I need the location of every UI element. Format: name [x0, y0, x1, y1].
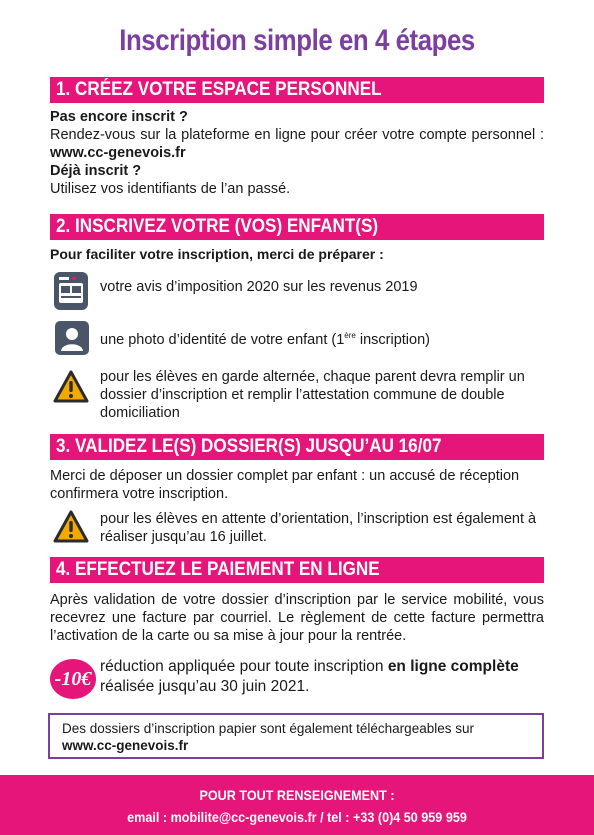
step1-question-existing: Déjà inscrit ? [50, 163, 142, 179]
warning-icon [53, 510, 89, 544]
footer-contact[interactable]: email : mobilite@cc-genevois.fr / tel : +33 (0)4 50 959 959 [127, 809, 467, 825]
step2-item-photo [100, 327, 544, 349]
step3-heading: 3. VALIDEZ LE(S) DOSSIER(S) JUSQU’AU 16/07 [56, 436, 442, 457]
step3-warning: pour les élèves en attente d’orientation, l’inscription est également à réaliser jusqu’au 16 juillet. [100, 511, 537, 545]
step4-promo-c: réalisée jusqu’au 30 juin 2021. [100, 678, 310, 695]
footer-heading: POUR TOUT RENSEIGNEMENT : [199, 787, 395, 803]
step4-banner [50, 557, 544, 583]
step3-banner [50, 434, 544, 460]
step4-heading: 4. EFFECTUEZ LE PAIEMENT EN LIGNE [56, 559, 380, 580]
tax-document-icon [53, 271, 89, 311]
step4-text: Après validation de votre dossier d’inscription par le service mobilité, vous recevrez une facture par courriel. Le règlement de cette facture permettra l’activation de la carte ou sa mise à jour pour la rentrée. [50, 592, 544, 644]
page-title: Inscription simple en 4 étapes [119, 24, 475, 57]
paper-forms-note [48, 713, 544, 759]
discount-badge: -10€ [50, 659, 96, 699]
step3-text: Merci de déposer un dossier complet par enfant : un accusé de réception confirmera votre inscription. [50, 468, 520, 502]
step1-text-existing: Utilisez vos identifiants de l’an passé. [50, 181, 291, 197]
step1-heading: 1. CRÉEZ VOTRE ESPACE PERSONNEL [56, 79, 382, 100]
step2-heading: 2. INSCRIVEZ VOTRE (VOS) ENFANT(S) [56, 216, 379, 237]
step4-promo-b: en ligne complète [387, 658, 519, 675]
step2-item-photo-b: inscription) [355, 331, 430, 348]
step2-intro: Pour faciliter votre inscription, merci de préparer : [50, 246, 384, 262]
step2-item-tax: votre avis d’imposition 2020 sur les revenus 2019 [100, 279, 418, 295]
warning-icon [53, 370, 89, 404]
step4-promo-a: réduction appliquée pour toute inscription [100, 658, 388, 675]
note-url[interactable]: www.cc-genevois.fr [62, 738, 189, 753]
step2-item-photo-sup: ère [344, 331, 356, 340]
step2-item-photo-a: une photo d’identité de votre enfant (1 [100, 331, 345, 348]
step1-banner [50, 77, 544, 103]
step2-item-alternate-custody: pour les élèves en garde alternée, chaque parent devra remplir un dossier d’inscription et remplir l’attestation commune de double domiciliation [100, 369, 525, 421]
note-text: Des dossiers d’inscription papier sont également téléchargeables sur [62, 721, 474, 736]
contact-footer [0, 775, 594, 835]
id-photo-icon [54, 320, 90, 356]
step1-text [50, 126, 544, 162]
step1-text-a: Rendez-vous sur la plateforme en ligne pour créer votre compte personnel : [50, 127, 544, 143]
step1-question-new: Pas encore inscrit ? [50, 109, 188, 125]
step1-url[interactable]: www.cc-genevois.fr [50, 145, 186, 161]
step4-promo [100, 657, 544, 697]
step2-banner [50, 214, 544, 240]
